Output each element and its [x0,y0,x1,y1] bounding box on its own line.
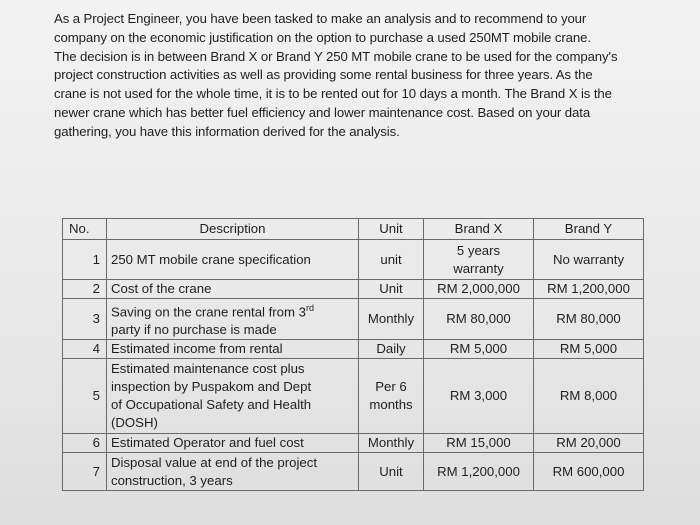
row-number: 5 [63,359,107,434]
row-brand-x [424,240,534,280]
table-row [63,340,644,359]
row-unit [359,434,424,453]
problem-statement [54,10,646,142]
table-row [63,280,644,299]
row-description-line: construction, 3 years [111,472,233,488]
row-brand-y [534,240,644,280]
superscript: rd [306,303,315,313]
row-description [107,434,359,453]
paragraph-line: The decision is in between Brand X or Brand Y 250 MT mobile crane to be used for the company's [54,48,618,64]
row-brand-y [534,299,644,340]
row-unit [359,340,424,359]
row-description-line: Disposal value at end of the project [111,454,317,470]
paragraph-line: gathering, you have this information derived for the analysis. [54,123,400,139]
row-brand-x-line: RM 3,000 [449,388,508,404]
row-unit [359,240,424,280]
table-row [63,359,644,434]
table-row [63,240,644,280]
row-description-line: Estimated income from rental [111,341,283,357]
row-description-line: party if no purchase is made [111,322,277,338]
row-number: 3 [63,299,107,340]
row-brand-y [534,359,644,434]
row-description-line: Cost of the crane [111,281,212,296]
header-brand-y: Brand Y [534,219,644,240]
row-description [107,453,359,491]
row-description-line: Estimated maintenance cost plus [111,361,305,377]
row-brand-x [424,453,534,491]
row-brand-x-line: RM 5,000 [449,341,508,357]
row-brand-y-line: RM 600,000 [552,463,625,479]
row-brand-x-line: warranty [453,260,504,276]
row-description-line: Estimated Operator and fuel cost [111,435,304,451]
row-description-line: 250 MT mobile crane specification [111,251,311,267]
row-brand-y-line: RM 5,000 [559,341,618,357]
row-description-line: of Occupational Safety and Health [111,397,312,413]
paragraph-line: company on the economic justification on the option to purchase a used 250MT mobile crane. [54,29,591,45]
row-brand-y-line: RM 8,000 [559,388,618,404]
header-no: No. [63,219,107,240]
row-brand-y [534,340,644,359]
row-brand-x [424,340,534,359]
row-number: 6 [63,434,107,453]
row-number: 4 [63,340,107,359]
row-brand-y-line: RM 1,200,000 [547,281,630,296]
row-number: 1 [63,240,107,280]
row-brand-x [424,280,534,299]
row-brand-y [534,434,644,453]
table-row [63,453,644,491]
row-unit [359,280,424,299]
row-brand-y-line: No warranty [552,251,625,267]
row-description-line: inspection by Puspakom and Dept [111,379,312,395]
header-description: Description [107,219,359,240]
row-unit [359,299,424,340]
header-brand-x: Brand X [424,219,534,240]
row-unit-line: months [369,397,413,413]
paragraph-line: crane is not used for the whole time, it is to be rented out for 10 days a month. The Brand X is the [54,86,612,102]
row-brand-x [424,299,534,340]
row-description [107,340,359,359]
row-description [107,280,359,299]
row-unit-line: Unit [379,463,403,479]
row-brand-x-line: RM 2,000,000 [437,281,520,296]
row-brand-x [424,359,534,434]
row-brand-y-line: RM 80,000 [556,311,621,327]
table-row [63,434,644,453]
row-brand-x-line: RM 15,000 [446,435,511,451]
row-description [107,240,359,280]
row-brand-x-line: 5 years [456,242,501,258]
paragraph-line: project construction activities as well as providing some rental business for three years. As the [54,67,593,83]
row-description-line: (DOSH) [111,415,158,431]
row-number: 7 [63,453,107,491]
row-unit-line: Per 6 [375,379,407,395]
row-unit [359,359,424,434]
paragraph-line: As a Project Engineer, you have been tasked to make an analysis and to recommend to your [54,11,587,26]
row-description [107,299,359,340]
row-unit [359,453,424,491]
row-brand-y [534,453,644,491]
row-description [107,359,359,434]
row-unit-line: Unit [379,281,403,296]
row-unit-line: unit [380,251,402,267]
row-number: 2 [63,280,107,299]
crane-comparison-table [62,218,644,491]
row-brand-y [534,280,644,299]
row-description-line: Saving on the crane rental from 3rd [111,303,315,320]
row-brand-x [424,434,534,453]
header-unit: Unit [359,219,424,240]
row-brand-x-line: RM 80,000 [446,311,511,327]
paragraph-line: newer crane which has better fuel efficiency and lower maintenance cost. Based on your data [54,104,591,120]
row-brand-y-line: RM 20,000 [556,435,621,451]
row-unit-line: Daily [376,341,406,357]
row-unit-line: Monthly [367,311,415,327]
row-brand-x-line: RM 1,200,000 [437,463,520,479]
table-header-row [63,219,644,240]
row-unit-line: Monthly [367,435,415,451]
table-row [63,299,644,340]
